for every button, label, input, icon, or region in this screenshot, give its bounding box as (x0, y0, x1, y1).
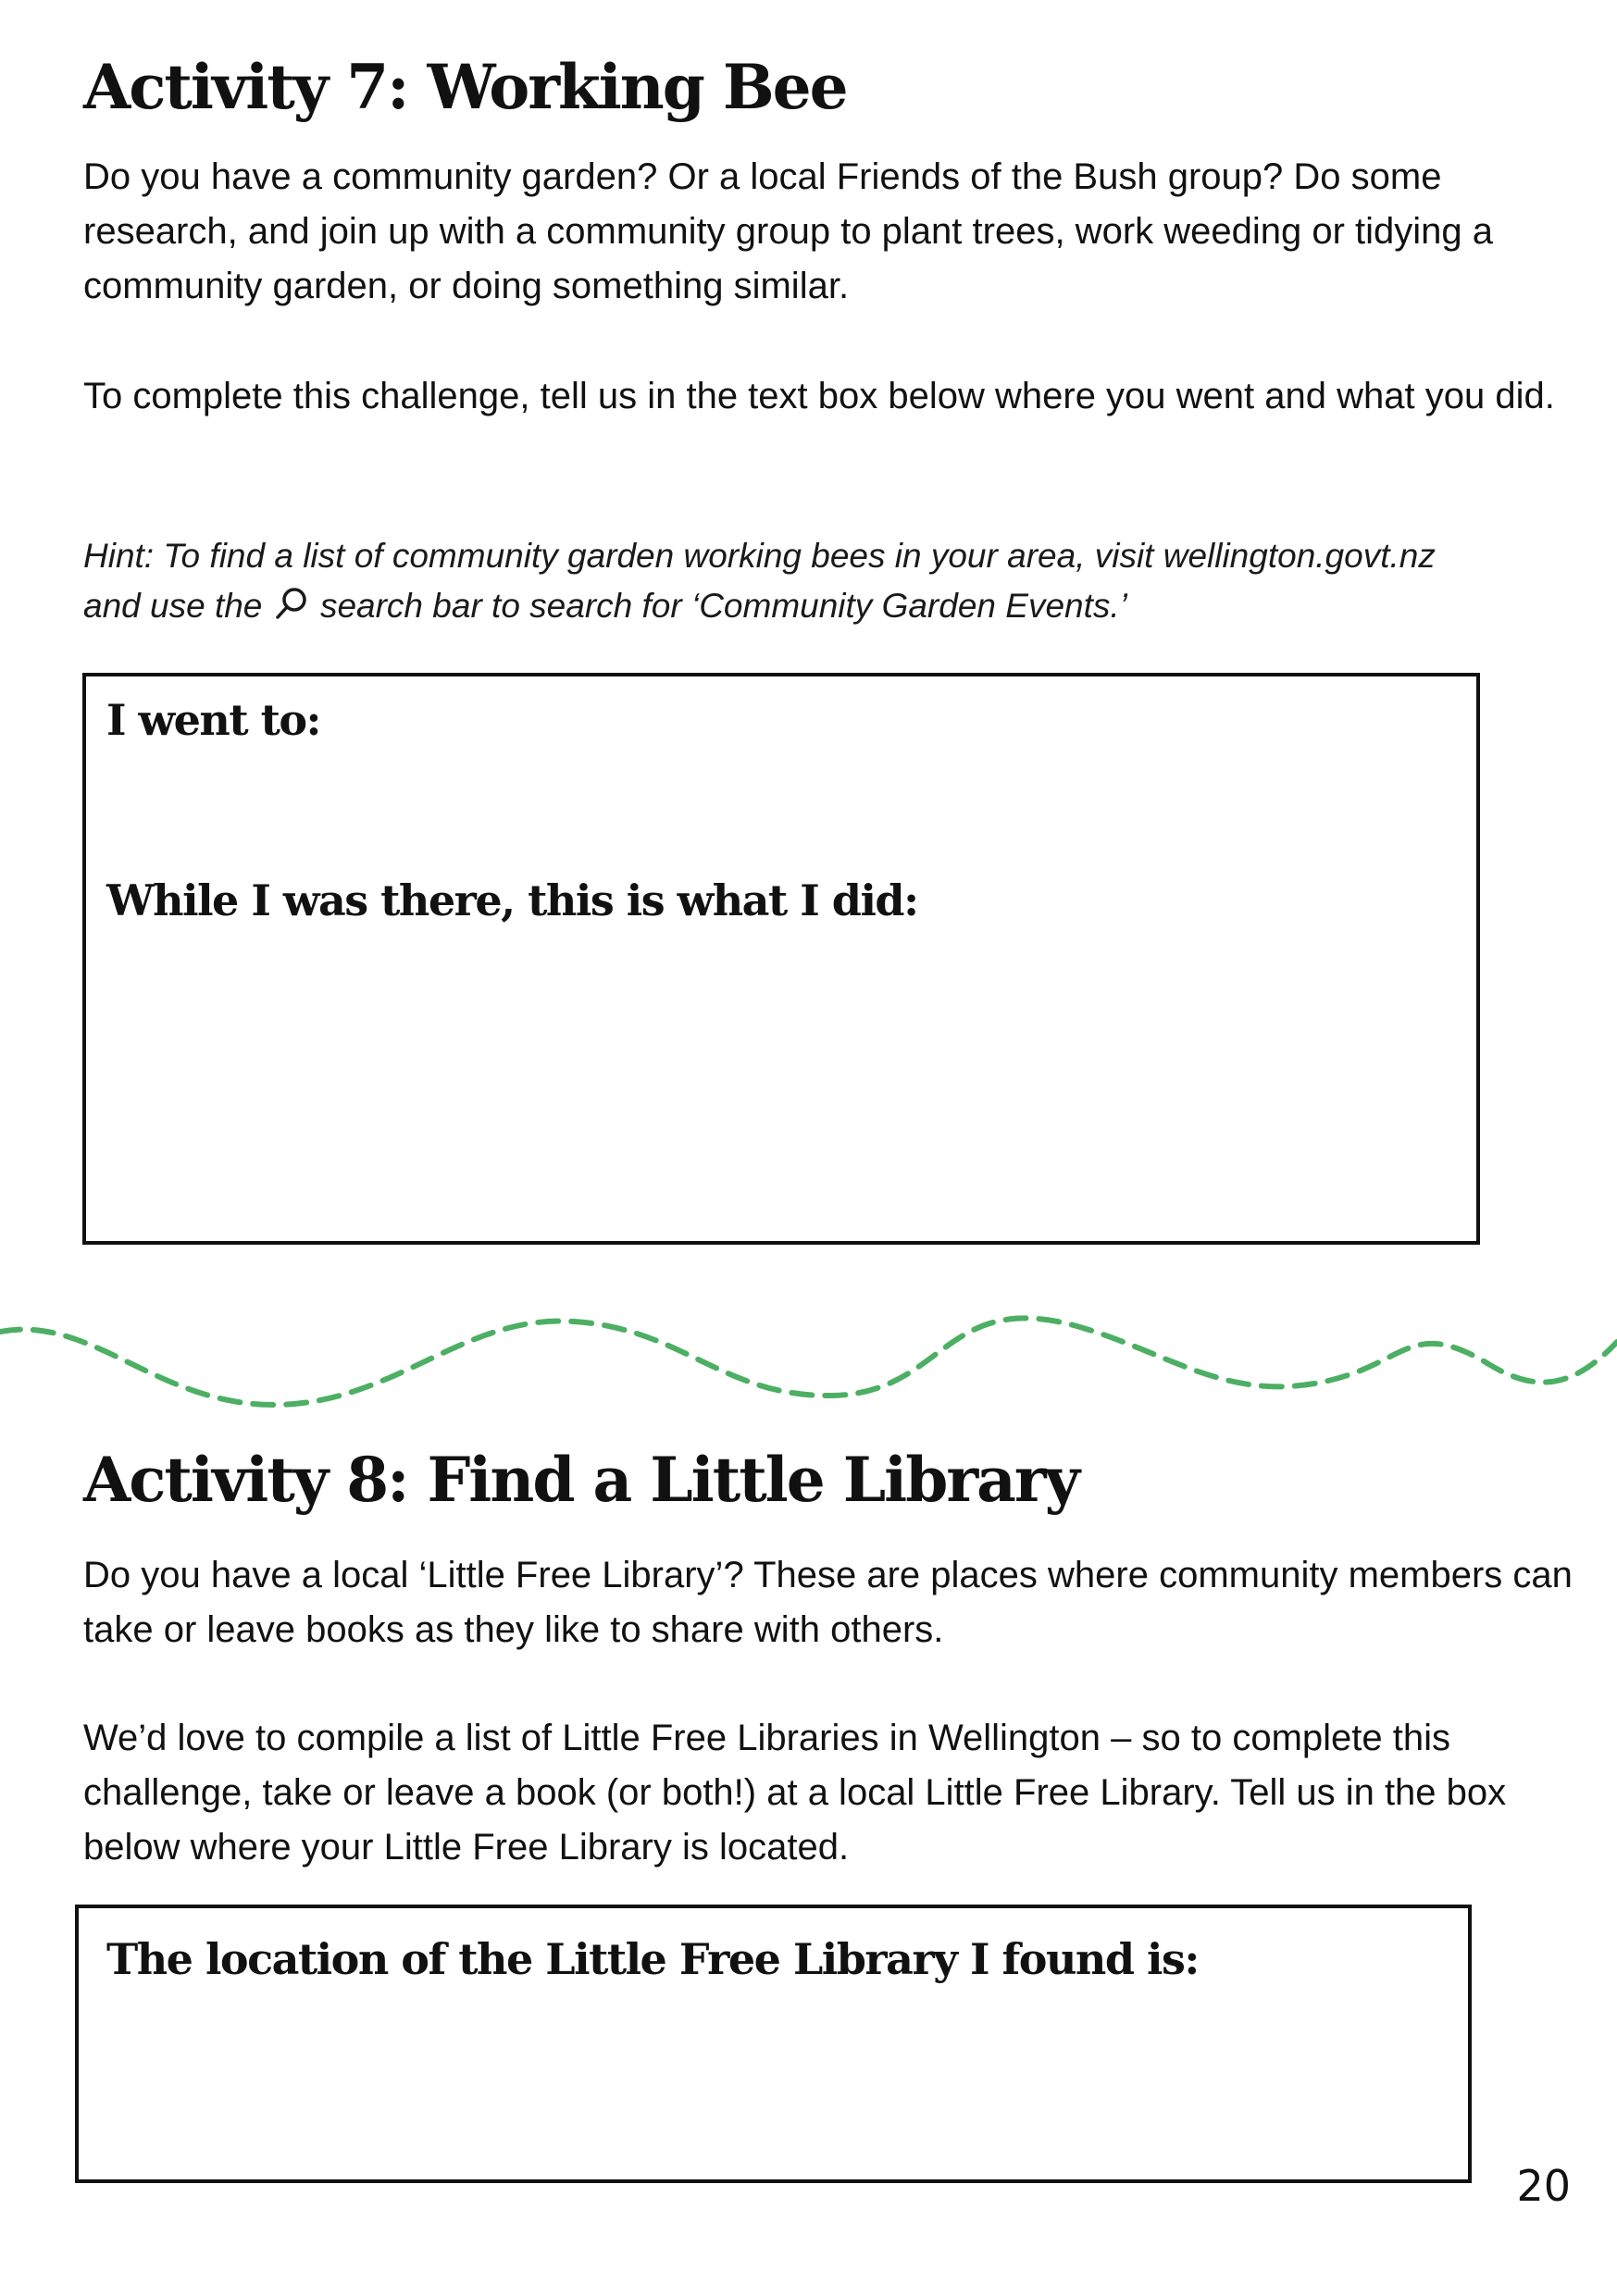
label-library-location: The location of the Little Free Library I found is: (106, 1934, 1199, 1984)
activity7-hint (83, 531, 1583, 635)
activity8-instructions: We’d love to compile a list of Little Free Libraries in Wellington – so to complete this challenge, take or leave a book (or both!) at a local Little Free Library. Tell us in the box below where your Little Free Library is located. (83, 1718, 1507, 1868)
activity8-intro: Do you have a local ‘Little Free Library’? These are places where community members can take or leave books as they like to share with others. (83, 1555, 1573, 1650)
search-icon (274, 585, 309, 635)
activity7-instructions: To complete this challenge, tell us in the text box below where you went and what you did. (83, 376, 1555, 416)
page-number: 20 (1516, 2161, 1571, 2211)
activity8-title: Activity 8: Find a Little Library (83, 1444, 1079, 1516)
went-to-field[interactable] (105, 760, 1458, 838)
hint-after-icon: search bar to search for ‘Community Garden Events.’ (319, 587, 1127, 625)
label-what-i-did: While I was there, this is what I did: (106, 875, 918, 925)
activity7-answer-box (82, 673, 1480, 1245)
hint-line1: Hint: To find a list of community garden working bees in your area, visit wellington.govt.nz (83, 537, 1436, 575)
library-location-field[interactable] (97, 2010, 1449, 2162)
activity8-answer-box (75, 1905, 1472, 2183)
activity7-intro: Do you have a community garden? Or a local Friends of the Bush group? Do some research, and join up with a community group to plant trees, work weeding or tidying a community garden, or doing something similar. (83, 156, 1494, 306)
activity7-title: Activity 7: Working Bee (83, 51, 847, 123)
hint-before-icon: and use the (83, 587, 263, 625)
wavy-divider (0, 1277, 1617, 1425)
label-went-to: I went to: (106, 695, 321, 745)
what-i-did-field[interactable] (105, 945, 1458, 1226)
